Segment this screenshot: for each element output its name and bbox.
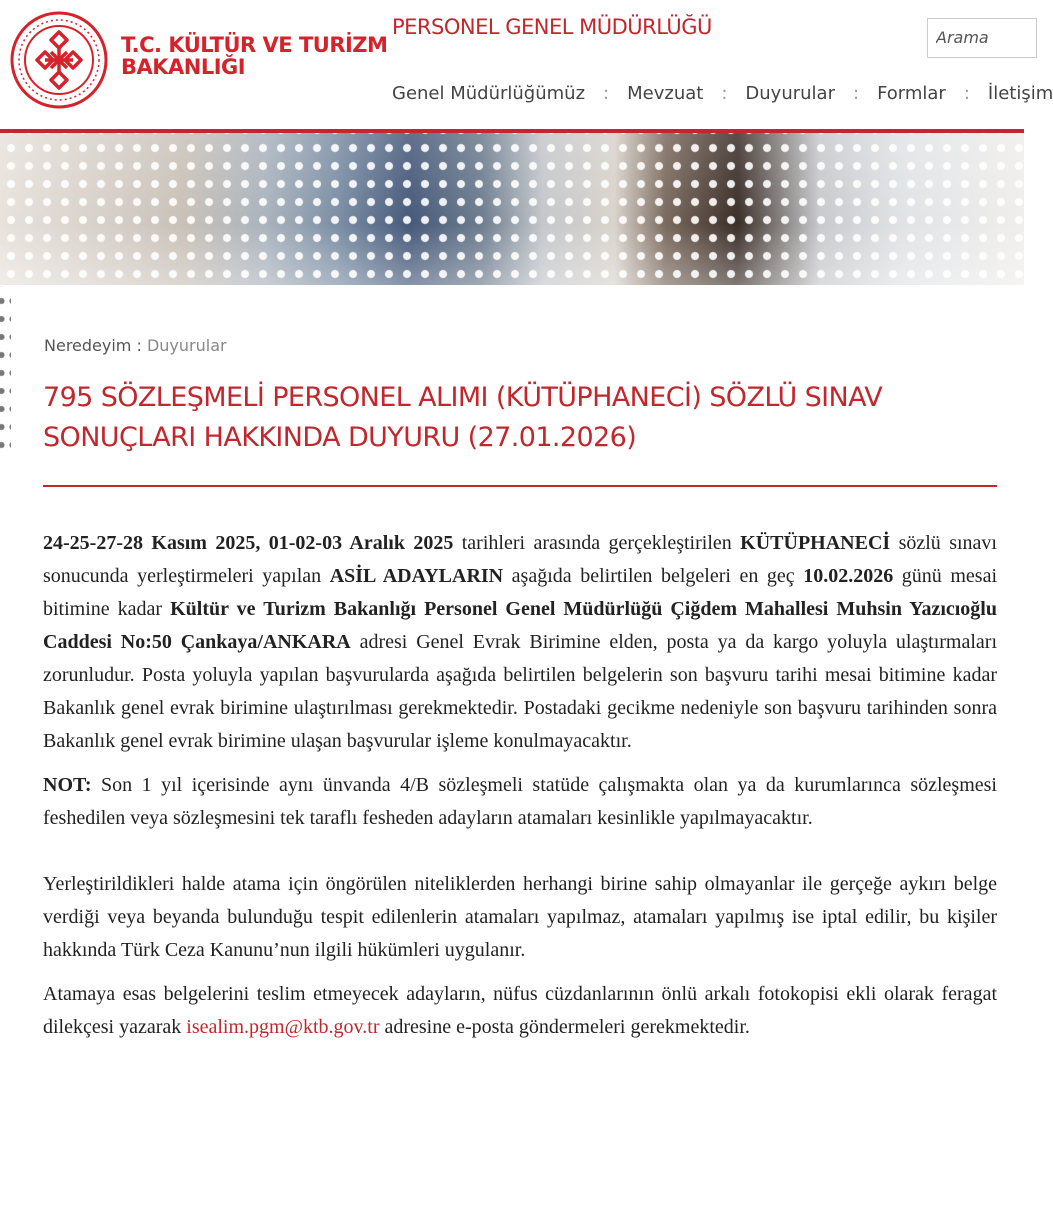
title-divider <box>43 485 997 487</box>
left-decor-strip <box>0 286 11 1218</box>
nav-item-duyurular[interactable]: Duyurular <box>745 83 835 104</box>
ministry-name-line1: T.C. KÜLTÜR VE TURİZM <box>121 33 388 57</box>
delivery-address: Kültür ve Turizm Bakanlığı Personel Genel Müdürlüğü Çiğdem Mahallesi Muhsin Yazıcıoğlu Caddesi No:50 Çankaya/ANKARA <box>43 598 997 653</box>
paragraph-main <box>43 527 997 758</box>
breadcrumb-current[interactable]: Duyurular <box>146 336 227 355</box>
nav-separator: : <box>963 83 970 104</box>
site-header <box>0 0 1053 132</box>
main-nav <box>392 83 1053 104</box>
nav-separator: : <box>852 83 860 104</box>
nav-separator: : <box>721 83 728 104</box>
main-content <box>11 286 1024 1218</box>
email-link[interactable]: isealim.pgm@ktb.gov.tr <box>186 1016 380 1038</box>
exam-name: KÜTÜPHANECİ <box>740 532 891 554</box>
nav-separator: : <box>603 83 610 104</box>
paragraph-note <box>43 769 997 835</box>
header-banner-image <box>0 133 1024 285</box>
text-span: günü mesai bitimine kadar <box>43 565 997 620</box>
deadline-date: 10.02.2026 <box>803 565 894 587</box>
note-text: Son 1 yıl içerisinde aynı ünvanda 4/B sözleşmeli statüde çalışmakta olan ya da kurumlarınca sözleşmesi feshedilen veya sözleşmesini tek taraflı fesheden adayların atamaları kesinlikle yapılmayacaktır. <box>43 774 997 829</box>
text-span: adresine e-posta göndermeleri gerekmektedir. <box>379 1016 750 1038</box>
nav-item-formlar[interactable]: Formlar <box>877 83 946 104</box>
paragraph-eligibility: Yerleştirildikleri halde atama için öngörülen niteliklerden herhangi birine sahip olmayanlar ile gerçeğe aykırı belge verdiği veya beyanda bulunduğu tespit edilenlerin atamaları yapılmaz, atamaları yapılmış ise iptal edilir, bu kişiler hakkında Türk Ceza Kanunu’nun ilgili hükümleri uygulanır. <box>43 873 997 961</box>
ministry-logo-emblem[interactable] <box>7 10 111 110</box>
page-title: 795 SÖZLEŞMELİ PERSONEL ALIMI (KÜTÜPHANECİ) SÖZLÜ SINAV SONUÇLARI HAKKINDA DUYURU (27.01.2026) <box>43 382 883 453</box>
breadcrumb <box>44 336 227 355</box>
breadcrumb-label: Neredeyim : <box>44 336 142 355</box>
nav-item-genel-mudurlugumuz[interactable]: Genel Müdürlüğümüz <box>392 83 586 104</box>
text-span: aşağıda belirtilen belgeleri en geç <box>503 565 804 587</box>
article-body <box>43 527 997 1044</box>
nav-item-mevzuat[interactable]: Mevzuat <box>627 83 704 104</box>
ministry-name[interactable] <box>121 34 387 78</box>
department-title[interactable]: PERSONEL GENEL MÜDÜRLÜĞÜ <box>392 15 712 39</box>
nav-item-iletisim[interactable]: İletişim <box>987 83 1053 104</box>
note-label: NOT: <box>43 774 92 796</box>
text-span: adresi Genel Evrak Birimine elden, posta ya da kargo yoluyla ulaştırmaları zorunludur. Posta yoluyla yapılan başvurularda aşağıda belirtilen belgelerin son başvuru tarihi mesai bitimine kadar Bakanlık genel evrak birimine ulaştırılması gerekmektedir. Postadaki gecikme nedeniyle son başvuru tarihinden sonra Bakanlık genel evrak birimine ulaşan başvurular işleme konulmayacaktır. <box>43 631 997 752</box>
candidates-label: ASİL ADAYLARIN <box>329 565 504 587</box>
exam-dates: 24-25-27-28 Kasım 2025, 01-02-03 Aralık 2025 <box>43 532 454 554</box>
ministry-name-line2: BAKANLIĞI <box>121 55 246 79</box>
search-box[interactable] <box>927 18 1037 58</box>
search-input[interactable] <box>928 19 1034 55</box>
paragraph-waiver <box>43 978 997 1044</box>
banner-overlay <box>0 133 1024 285</box>
text-span: sözlü sınavı sonucunda yerleştirmeleri yapılan <box>43 532 997 587</box>
text-span: tarihleri arasında gerçekleştirilen <box>453 532 741 554</box>
text-span: Atamaya esas belgelerini teslim etmeyecek adayların, nüfus cüzdanlarının önlü arkalı fotokopisi ekli olarak feragat dilekçesi yazarak <box>43 983 997 1038</box>
